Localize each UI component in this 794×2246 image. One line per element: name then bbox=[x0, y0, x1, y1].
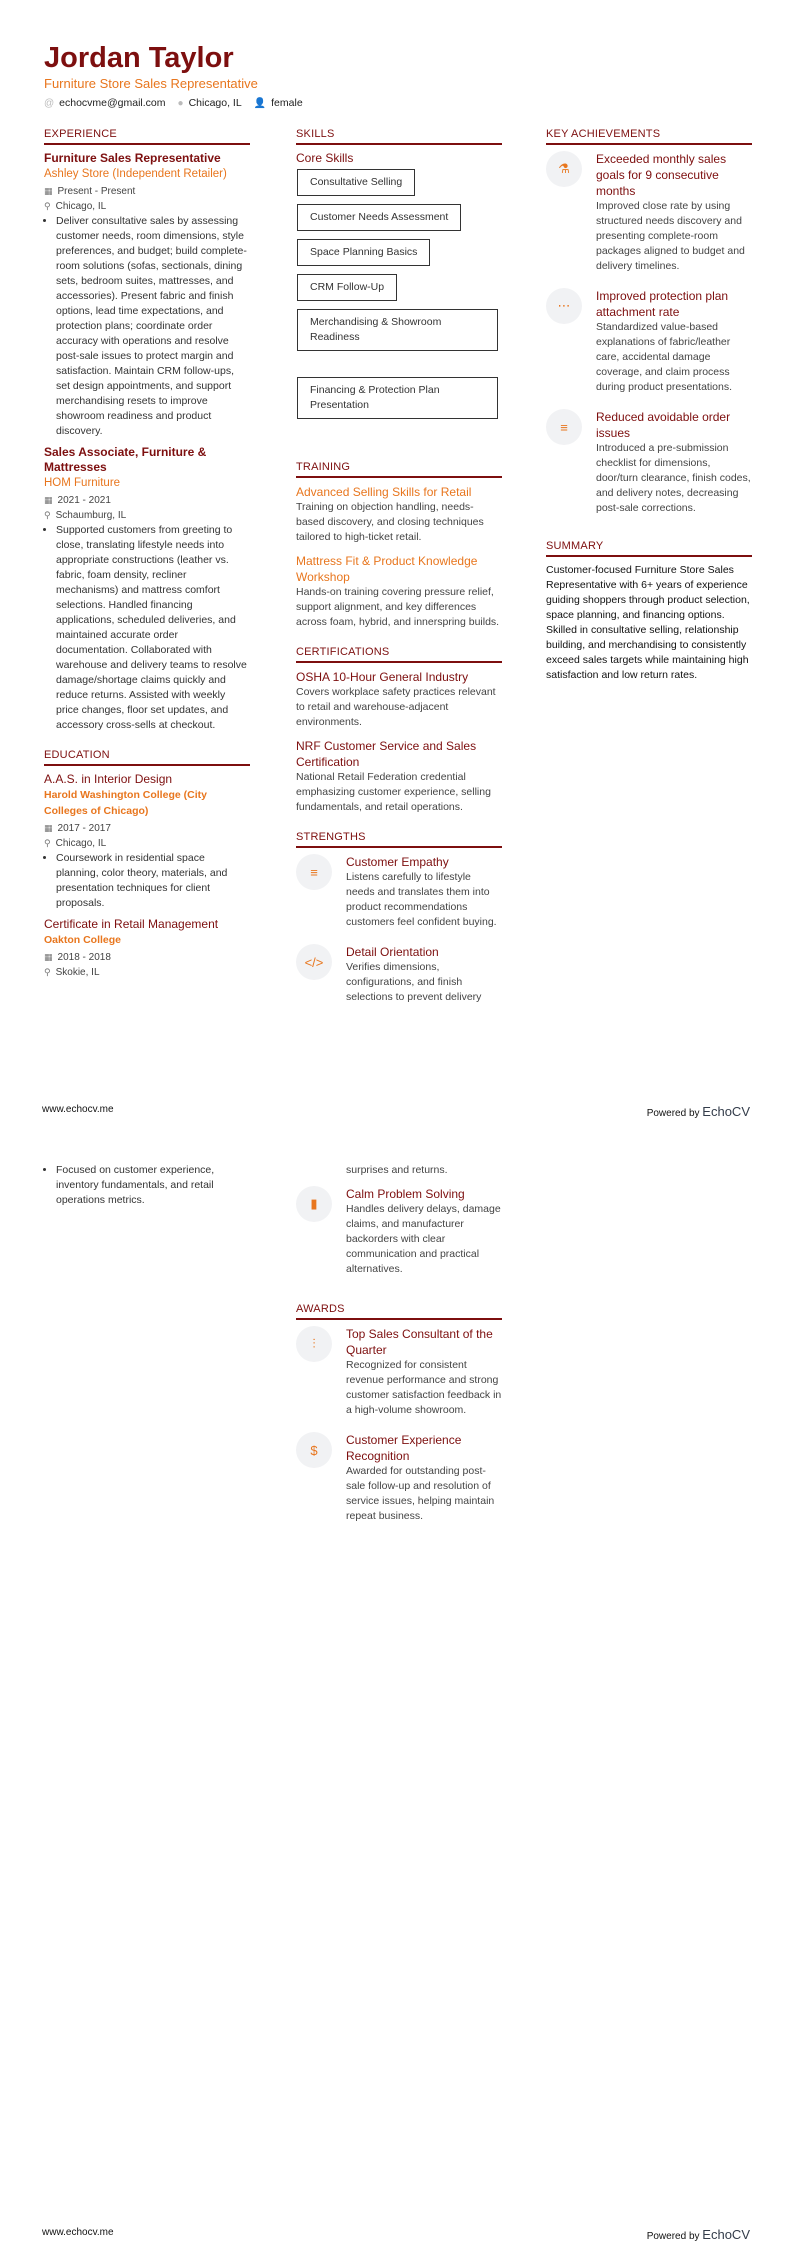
icon-item bbox=[296, 1326, 502, 1426]
edu-dates bbox=[44, 950, 250, 965]
section-heading: STRENGTHS bbox=[296, 831, 502, 848]
location-icon: ⚲ bbox=[44, 201, 51, 211]
bullet-list bbox=[44, 851, 250, 911]
brand-logo: EchoCV bbox=[702, 2227, 750, 2242]
sliders-icon: ⫶ bbox=[296, 1326, 332, 1362]
file-icon: ▮ bbox=[296, 1186, 332, 1222]
edu-location-text: Chicago, IL bbox=[55, 838, 107, 849]
item-title: Customer Empathy bbox=[346, 855, 449, 869]
bullet-item: • Supported customers from greeting to close, translating lifestyle needs into appropriate constructions (leather vs. fabric, foam density, recliner mechanisms) and mattress comfort selections. Handled financing applications, scheduled deliveries, and maintained accurate order documentation. Collaborated with warehouse and delivery teams to resolve damage/shortage claims quickly and reduce returns. Assisted with weekly price changes, floor set updates, and accessory cross-sells at checkout. bbox=[56, 523, 250, 733]
edu-dates-text: 2018 - 2018 bbox=[57, 952, 111, 963]
edu-location-text: Skokie, IL bbox=[55, 967, 100, 978]
item-title: Improved protection plan attachment rate bbox=[596, 289, 729, 319]
calendar-icon: ▦ bbox=[44, 823, 53, 833]
item-body bbox=[346, 1186, 502, 1285]
footer-site[interactable]: www.echocv.me bbox=[42, 1104, 114, 1115]
icon-item bbox=[546, 151, 752, 282]
resume-page-2 bbox=[0, 1123, 794, 2246]
footer-powered bbox=[647, 2227, 750, 2242]
job-dates bbox=[44, 184, 250, 199]
footer-site[interactable]: www.echocv.me bbox=[42, 2227, 114, 2238]
section-heading: SUMMARY bbox=[546, 540, 752, 557]
item-description: Handles delivery delays, damage claims, and manufacturer backorders with clear communication and practical alternatives. bbox=[346, 1203, 501, 1275]
lines-icon: ≡ bbox=[546, 409, 582, 445]
item-title: Exceeded monthly sales goals for 9 consecutive months bbox=[596, 152, 727, 198]
bullet-list bbox=[44, 214, 250, 439]
section-education bbox=[44, 749, 250, 980]
section-experience bbox=[44, 128, 250, 733]
skills-group: Core Skills bbox=[296, 151, 354, 165]
icon-item bbox=[296, 854, 502, 938]
bullet-item: • Deliver consultative sales by assessing customer needs, room dimensions, style preferences, and budget; build complete-room solutions (sofas, sectionals, dining sets, bedroom suites, mattresses, and accessories). Present fabric and finish options, lead time expectations, and protection plans; coordinate order accuracy with operations and resolve post-sale issues to protect margin and satisfaction. Maintain CRM follow-ups, set design appointments, and support merchandising resets to improve showroom readiness and product discovery. bbox=[56, 214, 250, 439]
job-title: Furniture Sales Representative bbox=[44, 151, 221, 165]
section-awards bbox=[296, 1303, 502, 1532]
brand-logo: EchoCV bbox=[702, 1104, 750, 1119]
calendar-icon: ▦ bbox=[44, 495, 53, 505]
icon-item bbox=[546, 409, 752, 524]
bullet-list bbox=[44, 1163, 250, 1208]
item-title: Detail Orientation bbox=[346, 945, 439, 959]
section-skills bbox=[296, 128, 502, 445]
section-heading: TRAINING bbox=[296, 461, 502, 478]
degree: A.A.S. in Interior Design bbox=[44, 772, 173, 786]
school: Oakton College bbox=[44, 934, 122, 946]
bullet-item: • Focused on customer experience, inventory fundamentals, and retail operations metrics. bbox=[56, 1163, 250, 1208]
skill-tag: Consultative Selling bbox=[297, 169, 415, 196]
item-title: Customer Experience Recognition bbox=[346, 1433, 462, 1463]
item-description: Improved close rate by using structured needs discovery and presenting complete-room packages aligned to budget and delivery timelines. bbox=[596, 200, 745, 272]
cert-description: National Retail Federation credential emphasizing customer experience, selling fundamentals, and retail operations. bbox=[296, 771, 491, 813]
gender: female bbox=[271, 97, 303, 109]
location: Chicago, IL bbox=[188, 97, 242, 109]
calendar-icon: ▦ bbox=[44, 186, 53, 196]
cert-description: Covers workplace safety practices relevant to retail and warehouse-adjacent environments. bbox=[296, 686, 496, 728]
person-icon: 👤 bbox=[253, 98, 267, 109]
skill-tag: Financing & Protection Plan Presentation bbox=[297, 377, 498, 419]
job-location bbox=[44, 199, 250, 214]
item-title: Calm Problem Solving bbox=[346, 1187, 465, 1201]
lines-icon: ≡ bbox=[296, 854, 332, 890]
item-body bbox=[346, 854, 502, 938]
section-certifications bbox=[296, 646, 502, 815]
job-location bbox=[44, 508, 250, 523]
edu-dates-text: 2017 - 2017 bbox=[57, 823, 111, 834]
job-location-text: Chicago, IL bbox=[55, 201, 107, 212]
powered-by-label: Powered by bbox=[646, 2231, 700, 2242]
strength-description-continued: surprises and returns. bbox=[346, 1164, 448, 1176]
section-summary bbox=[546, 540, 752, 683]
bullet-item: • Coursework in residential space planning, color theory, materials, and presentation techniques for client proposals. bbox=[56, 851, 250, 911]
section-heading: AWARDS bbox=[296, 1303, 502, 1320]
footer-powered bbox=[647, 1104, 750, 1119]
item-description: Introduced a pre-submission checklist for dimensions, door/turn clearance, finish codes, and delivery notes, decreasing post-sale corrections. bbox=[596, 442, 751, 514]
training-description: Training on objection handling, needs-based discovery, and closing techniques tailored to high-ticket retail. bbox=[296, 501, 484, 543]
code-icon: </> bbox=[296, 944, 332, 980]
item-body bbox=[346, 944, 502, 1013]
training-description: Hands-on training covering pressure relief, support alignment, and key differences across foam, hybrid, and innerspring builds. bbox=[296, 586, 500, 628]
item-body bbox=[596, 409, 752, 524]
section-heading: EXPERIENCE bbox=[44, 128, 250, 145]
section-training bbox=[296, 461, 502, 630]
candidate-title: Furniture Store Sales Representative bbox=[44, 76, 258, 91]
dots-icon: ⋯ bbox=[546, 288, 582, 324]
item-title: Reduced avoidable order issues bbox=[596, 410, 731, 440]
powered-by-label: Powered by bbox=[646, 1108, 700, 1119]
item-description: Verifies dimensions, configurations, and finish selections to prevent delivery bbox=[346, 961, 482, 1003]
job-dates-text: Present - Present bbox=[57, 186, 136, 197]
item-title: Top Sales Consultant of the Quarter bbox=[346, 1327, 493, 1357]
file-dollar-icon: $ bbox=[296, 1432, 332, 1468]
summary-text: Customer-focused Furniture Store Sales Representative with 6+ years of experience guiding shoppers through product selection, space planning, and financing options. Skilled in consultative selling, relationship building, and merchandising to consistently exceed sales targets while maintaining high satisfaction and low return rates. bbox=[546, 564, 750, 681]
section-heading: SKILLS bbox=[296, 128, 502, 145]
school: Harold Washington College (City Colleges of Chicago) bbox=[44, 789, 207, 817]
job-dates-text: 2021 - 2021 bbox=[57, 495, 111, 506]
candidate-name: Jordan Taylor bbox=[44, 42, 234, 74]
edu-dates bbox=[44, 821, 250, 836]
location-icon: ⚲ bbox=[44, 838, 51, 848]
section-achievements bbox=[546, 128, 752, 524]
edu-location bbox=[44, 836, 250, 851]
section-strengths bbox=[296, 831, 502, 1013]
calendar-icon: ▦ bbox=[44, 952, 53, 962]
section-heading: KEY ACHIEVEMENTS bbox=[546, 128, 752, 145]
item-description: Awarded for outstanding post-sale follow-up and resolution of service issues, helping maintain repeat business. bbox=[346, 1465, 495, 1522]
location-icon: ⚲ bbox=[44, 967, 51, 977]
job-dates bbox=[44, 493, 250, 508]
item-description: Standardized value-based explanations of fabric/leather care, accidental damage coverage, and claim process during product presentations. bbox=[596, 321, 733, 393]
bullet-list bbox=[44, 523, 250, 733]
section-heading: EDUCATION bbox=[44, 749, 250, 766]
icon-item bbox=[296, 944, 502, 1013]
item-body bbox=[346, 1432, 502, 1532]
location-icon: ● bbox=[177, 98, 184, 109]
skill-tag: Customer Needs Assessment bbox=[297, 204, 461, 231]
icon-item bbox=[546, 288, 752, 403]
item-description: Listens carefully to lifestyle needs and translates them into product recommendations customers feel confident buying. bbox=[346, 871, 497, 928]
email-icon: @ bbox=[44, 98, 55, 109]
flask-icon: ⚗ bbox=[546, 151, 582, 187]
skill-tag: Space Planning Basics bbox=[297, 239, 430, 266]
contact-info bbox=[44, 97, 303, 109]
item-description: Recognized for consistent revenue performance and strong customer satisfaction feedback in a high-volume showroom. bbox=[346, 1359, 502, 1416]
item-body bbox=[596, 288, 752, 403]
skill-tag: Merchandising & Showroom Readiness bbox=[297, 309, 498, 351]
job-title: Sales Associate, Furniture & Mattresses bbox=[44, 445, 207, 474]
email[interactable]: echocvme@gmail.com bbox=[59, 97, 166, 109]
cert-title: NRF Customer Service and Sales Certification bbox=[296, 739, 477, 769]
training-title: Advanced Selling Skills for Retail bbox=[296, 485, 472, 499]
degree: Certificate in Retail Management bbox=[44, 917, 219, 931]
edu-location bbox=[44, 965, 250, 980]
job-location-text: Schaumburg, IL bbox=[55, 510, 127, 521]
icon-item bbox=[296, 1186, 502, 1285]
company: HOM Furniture bbox=[44, 477, 121, 489]
skill-tag: CRM Follow-Up bbox=[297, 274, 397, 301]
section-heading: CERTIFICATIONS bbox=[296, 646, 502, 663]
location-icon: ⚲ bbox=[44, 510, 51, 520]
company: Ashley Store (Independent Retailer) bbox=[44, 168, 227, 180]
item-body bbox=[596, 151, 752, 282]
cert-title: OSHA 10-Hour General Industry bbox=[296, 670, 469, 684]
icon-item bbox=[296, 1432, 502, 1532]
item-body bbox=[346, 1326, 502, 1426]
training-title: Mattress Fit & Product Knowledge Workshop bbox=[296, 554, 478, 584]
